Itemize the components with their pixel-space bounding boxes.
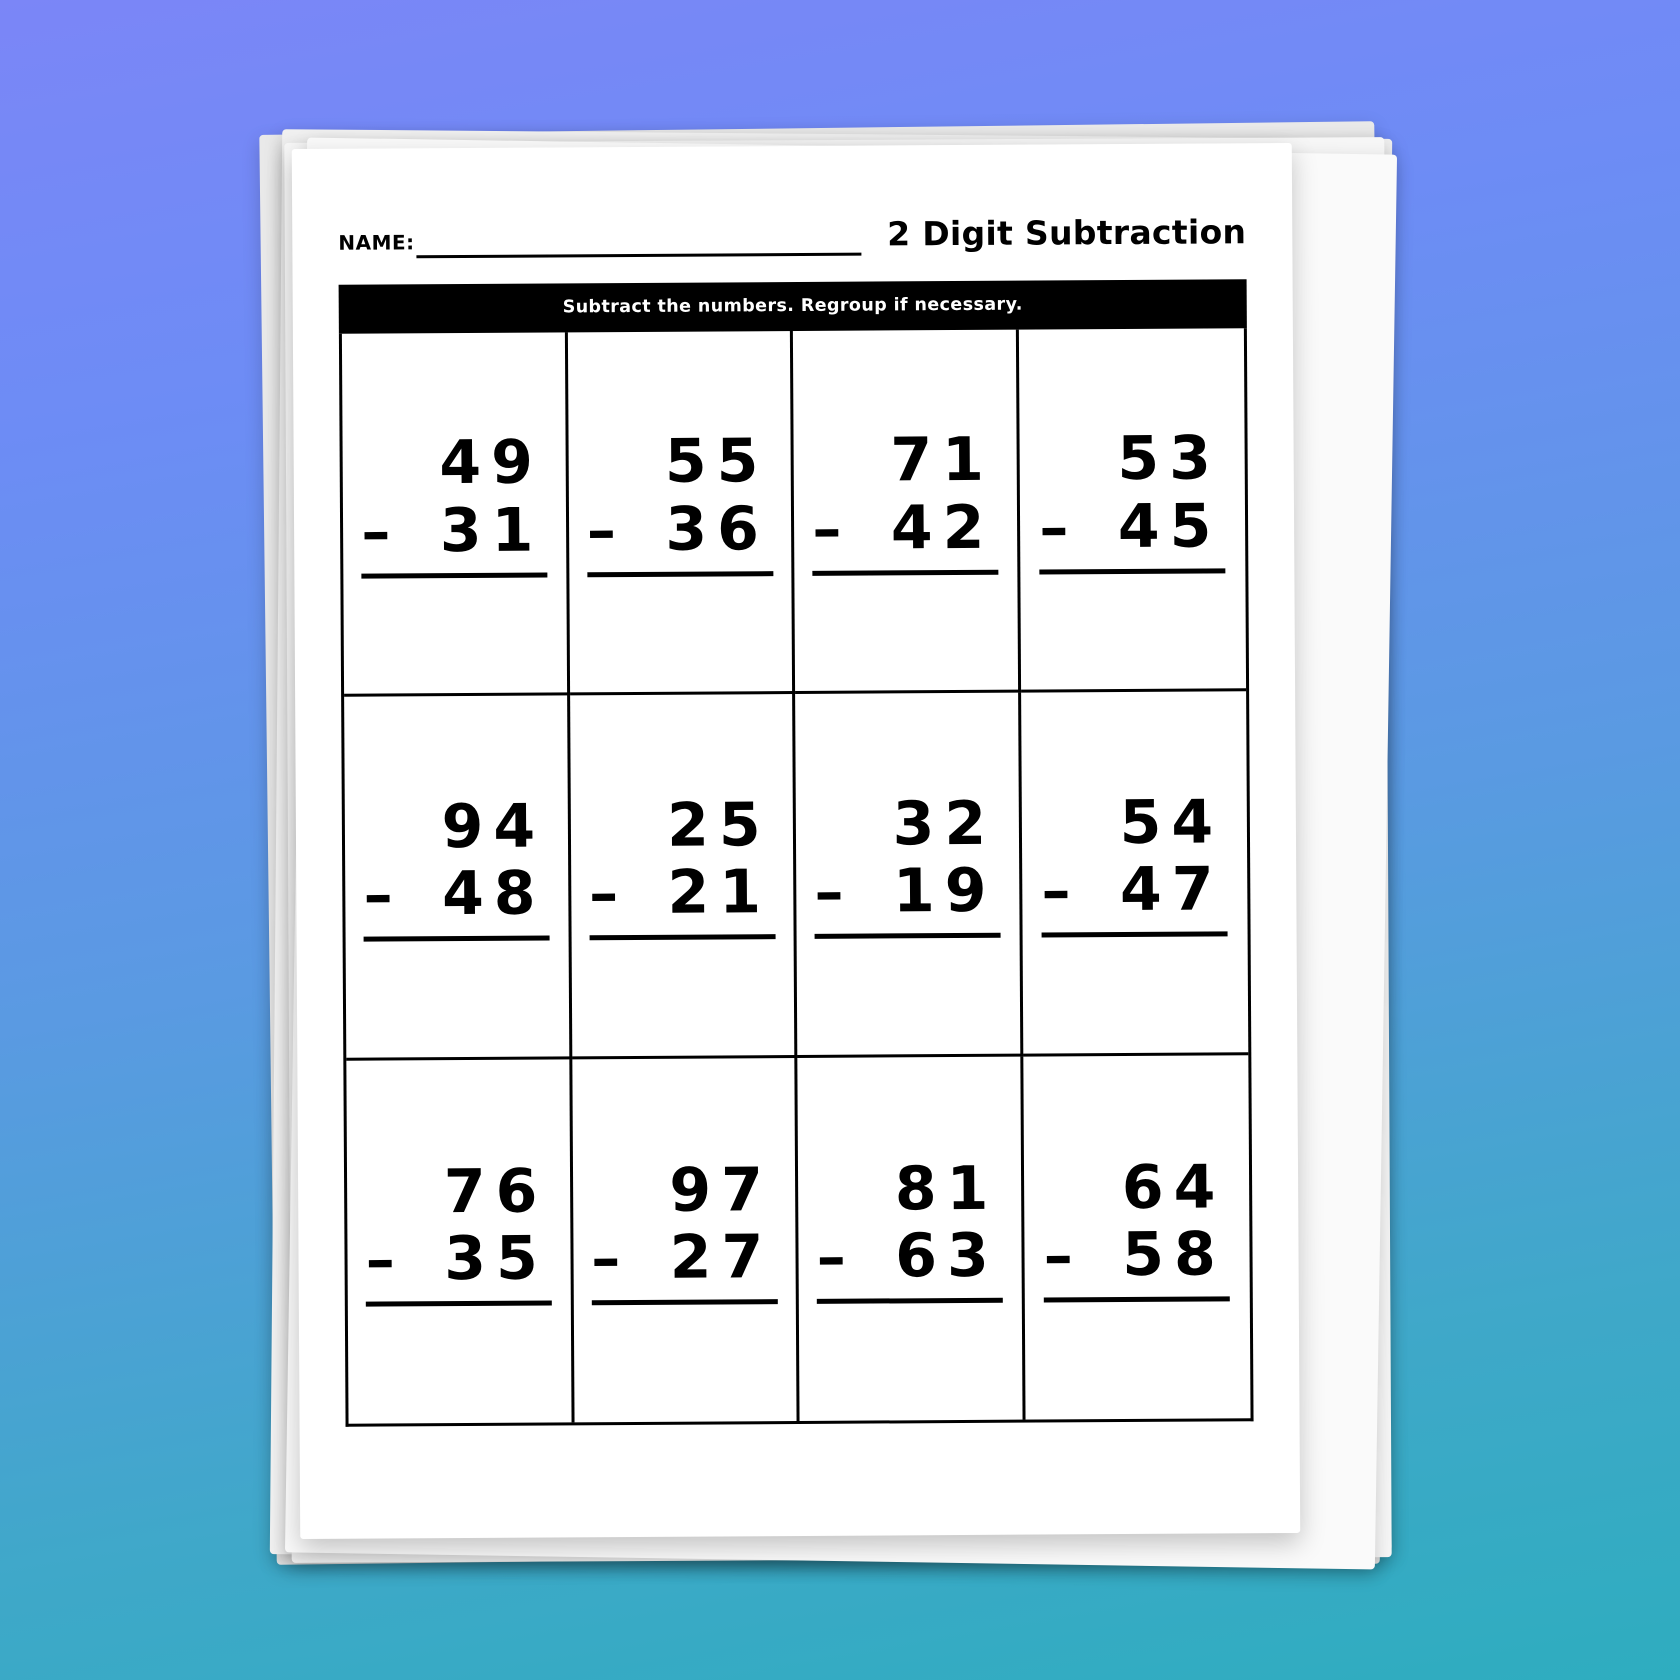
subtrahend: 21 <box>667 857 772 928</box>
subtraction-problem <box>1043 1154 1230 1303</box>
subtrahend: 31 <box>439 495 544 566</box>
minuend: 64 <box>1121 1152 1226 1223</box>
minus-operator: – <box>591 1223 627 1293</box>
problem-cell <box>1021 692 1249 1057</box>
problem-cell <box>346 1059 574 1424</box>
subtraction-problem <box>588 789 775 941</box>
answer-line[interactable] <box>1040 568 1226 574</box>
subtraction-problem <box>365 1158 552 1307</box>
answer-line[interactable] <box>815 933 1001 939</box>
problem-cell <box>1018 328 1246 693</box>
subtrahend: 42 <box>890 492 995 564</box>
answer-line[interactable] <box>364 936 550 942</box>
minus-operator: – <box>816 1222 852 1291</box>
problem-cell <box>572 1058 800 1423</box>
minus-operator: – <box>365 1225 402 1294</box>
problem-grid <box>339 328 1254 1427</box>
minus-operator: – <box>1039 492 1075 562</box>
name-label: NAME: <box>338 230 415 255</box>
problem-cell <box>795 693 1023 1058</box>
problem-cell <box>793 330 1021 695</box>
subtraction-problem <box>591 1154 778 1306</box>
problem-cell <box>567 331 795 696</box>
subtraction-problem <box>812 427 999 576</box>
minus-operator: – <box>363 860 399 929</box>
name-field[interactable] <box>338 227 861 259</box>
problem-cell <box>1023 1055 1251 1420</box>
minuend: 81 <box>894 1153 999 1225</box>
minus-operator: – <box>1043 1221 1079 1290</box>
subtraction-problem <box>1039 423 1226 575</box>
minuend: 71 <box>890 425 995 496</box>
minuend: 55 <box>664 426 769 498</box>
answer-line[interactable] <box>587 571 773 577</box>
minuend: 76 <box>443 1156 548 1227</box>
subtrahend: 58 <box>1122 1219 1226 1290</box>
minus-operator: – <box>1041 856 1077 925</box>
page-title: 2 Digit Subtraction <box>887 212 1247 254</box>
instruction-banner: Subtract the numbers. Regroup if necessary. <box>339 279 1247 334</box>
subtraction-problem <box>814 788 1001 940</box>
worksheet-page <box>292 143 1300 1539</box>
minuend: 97 <box>669 1154 774 1226</box>
subtrahend: 36 <box>665 493 770 565</box>
minus-operator: – <box>361 497 397 566</box>
subtrahend: 27 <box>669 1221 774 1293</box>
subtraction-problem <box>363 793 550 942</box>
subtrahend: 63 <box>895 1220 1000 1292</box>
subtrahend: 47 <box>1119 854 1224 926</box>
minus-operator: – <box>812 494 848 563</box>
problem-cell <box>344 696 572 1061</box>
subtrahend: 45 <box>1117 491 1222 562</box>
minuend: 32 <box>892 788 997 860</box>
subtrahend: 48 <box>441 858 546 930</box>
subtraction-problem <box>586 426 773 578</box>
minuend: 53 <box>1117 423 1222 495</box>
subtraction-problem <box>816 1155 1003 1304</box>
minus-operator: – <box>814 857 850 926</box>
answer-line[interactable] <box>366 1301 552 1307</box>
subtrahend: 19 <box>892 855 997 927</box>
answer-line[interactable] <box>1044 1296 1230 1302</box>
minus-operator: – <box>588 859 625 928</box>
problem-cell <box>570 694 798 1059</box>
answer-line[interactable] <box>1042 932 1228 938</box>
answer-line[interactable] <box>817 1298 1003 1304</box>
subtraction-problem <box>1041 789 1228 938</box>
answer-line[interactable] <box>592 1299 778 1305</box>
minuend: 94 <box>441 791 546 862</box>
worksheet-header <box>338 191 1246 259</box>
answer-line[interactable] <box>362 572 548 578</box>
problem-cell <box>797 1056 1025 1421</box>
subtraction-problem <box>361 430 548 579</box>
problem-cell <box>342 332 570 697</box>
name-write-line[interactable] <box>417 227 862 259</box>
minuend: 54 <box>1119 787 1224 858</box>
answer-line[interactable] <box>813 570 999 576</box>
minus-operator: – <box>586 495 623 564</box>
subtrahend: 35 <box>444 1223 549 1294</box>
minuend: 25 <box>666 789 771 861</box>
minuend: 49 <box>439 428 544 499</box>
answer-line[interactable] <box>589 934 775 940</box>
